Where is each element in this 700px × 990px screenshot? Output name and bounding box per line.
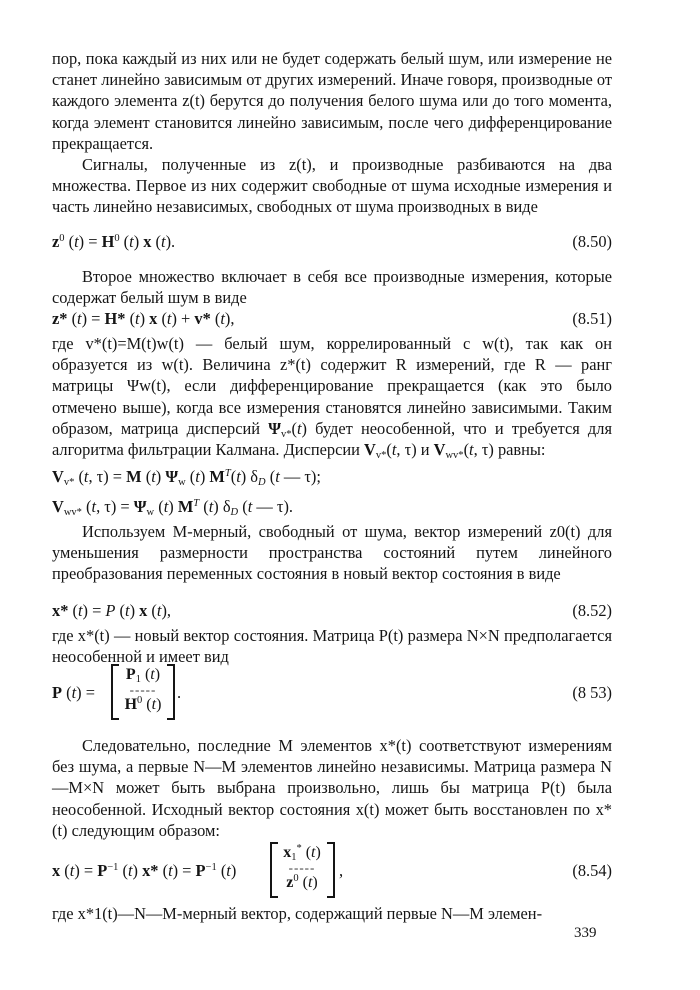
- equation-8-54-lhs: x $(t) = P^{-1}$ (t) x* $(t) = P^{-1}$ (t): [52, 861, 237, 880]
- equation-v-star: $V_{v*}$ (t, τ) = M (t) $\Psi_w$ (t) $M^T(t)$ $\delta_D$ (t — τ);: [52, 467, 321, 488]
- equation-8-51-formula: z* (t) = H* (t) x (t) + v* (t),: [52, 309, 235, 328]
- paragraph-4: где v*(t)=M(t)w(t) — белый шум, коррелированный с w(t), так как он образуется из w(t). Величина z*(t) содержит R измерений, где R — ранг матрицы Ψw(t), если дифференцирование прекращается (как это было отмечено выше), когда все измерения становятся линейно зависимыми. Таким образом, матрица дисперсий $\Psi_{v*}(t)$ будет неособенной, что и требуется для алгоритма фильтрации Калмана. Дисперсии $V_{v*}(t$, τ) и $V_{wv*}(t$, τ) равны:: [52, 334, 612, 462]
- left-bracket: [111, 664, 119, 720]
- left-bracket: [270, 842, 278, 898]
- equation-8-53-lhs: P (t) =: [52, 683, 95, 702]
- paragraph-2: Сигналы, полученные из z(t), и производные разбиваются на два множества. Первое из них содержит свободные от шума исходные измерения и часть линейно независимых, свободных от шума производных в виде: [52, 155, 612, 217]
- equation-8-50-formula: $z^0$ $(t) = H^0$ (t) x (t).: [52, 232, 176, 251]
- paragraph-4-part-a: где v*(t)=M(t)w(t) — белый шум, коррелированный с w(t), так как он образуется из w(t). Величина z*(t) содержит R измерений, где R — ранг матрицы: [52, 334, 612, 396]
- equation-8-52-number: (8.52): [572, 601, 612, 620]
- equation-wv-star: $V_{wv*}$ (t, $\tau) = \Psi_w$ (t) $M^T$ (t) $\delta_D$ (t — τ).: [52, 497, 293, 518]
- paragraph-3: Второе множество включает в себя все производные измерения, которые содержат белый шум в виде: [52, 267, 612, 308]
- equation-8-52-formula: x* (t) = P (t) x (t),: [52, 601, 172, 620]
- equation-8-50: [52, 232, 612, 256]
- block-matrix-p: $P_1$ (t) ----- $H^0$ (t): [124, 666, 162, 713]
- paragraph-4-psi: Ψw(t): [127, 376, 167, 396]
- paragraph-8: где x*1(t)—N—M-мерный вектор, содержащий первые N—M элемен-: [52, 904, 543, 923]
- page-number: 339: [574, 925, 597, 941]
- paragraph-1: пор, пока каждый из них или не будет содержать белый шум, или измерение не станет линейно зависимым от других измерений. Иначе говоря, производные от каждого элемента z(t) берутся до получения белого шума или до того момента, когда элемент становится линейно зависимым, после чего дифференцирование прекращается.: [52, 49, 612, 153]
- paragraph-4-part-d: равны:: [497, 440, 546, 460]
- equation-8-54-number: (8.54): [572, 861, 612, 880]
- equation-8-50-number: (8.50): [572, 232, 612, 251]
- block-vector-x: $x_1^*$ (t) ----- $z^0$ (t): [283, 843, 321, 891]
- paragraph-4-part-c: будет неособенной, что и требуется для алгоритма фильтрации Калмана. Дисперсии: [52, 418, 612, 460]
- paragraph-6: где x*(t) — новый вектор состояния. Матрица P(t) размера N×N предполагается неособенной и имеет вид: [52, 626, 612, 667]
- right-bracket: [167, 664, 175, 720]
- paragraph-5: Используем M-мерный, свободный от шума, вектор измерений z0(t) для уменьшения размерности пространства состояний путем линейного преобразования переменных состояния в новый вектор состояния в виде: [52, 522, 612, 584]
- equation-8-52: [52, 601, 612, 625]
- paragraph-4-part-b: , если дифференцирование прекращается (как это было отмечено выше), когда все измерения становятся линейно зависимыми. Таким образом, матрица дисперсий: [52, 376, 612, 438]
- equation-8-51: [52, 309, 612, 333]
- equation-8-51-number: (8.51): [572, 309, 612, 328]
- right-bracket: [327, 842, 335, 898]
- paragraph-7: Следовательно, последние M элементов x*(t) соответствуют измерениям без шума, а первые N—M элементов линейно независимы. Матрица размера N—M×N может быть выбрана произвольно, лишь бы матрица P(t) была неособенной. Исходный вектор состояния x(t) может быть восстановлен по x*(t) следующим образом:: [52, 736, 612, 840]
- equation-8-53-number: (8 53): [572, 683, 612, 702]
- equation-8-53: P (t) = $P_1$ (t) ----- $H^0$ (t) . (8 53): [52, 664, 612, 726]
- equation-8-54: x $(t) = P^{-1}$ (t) x* $(t) = P^{-1}$ (t) $x_1^*$ (t) ----- $z^0$ (t) , (8.54): [52, 842, 612, 902]
